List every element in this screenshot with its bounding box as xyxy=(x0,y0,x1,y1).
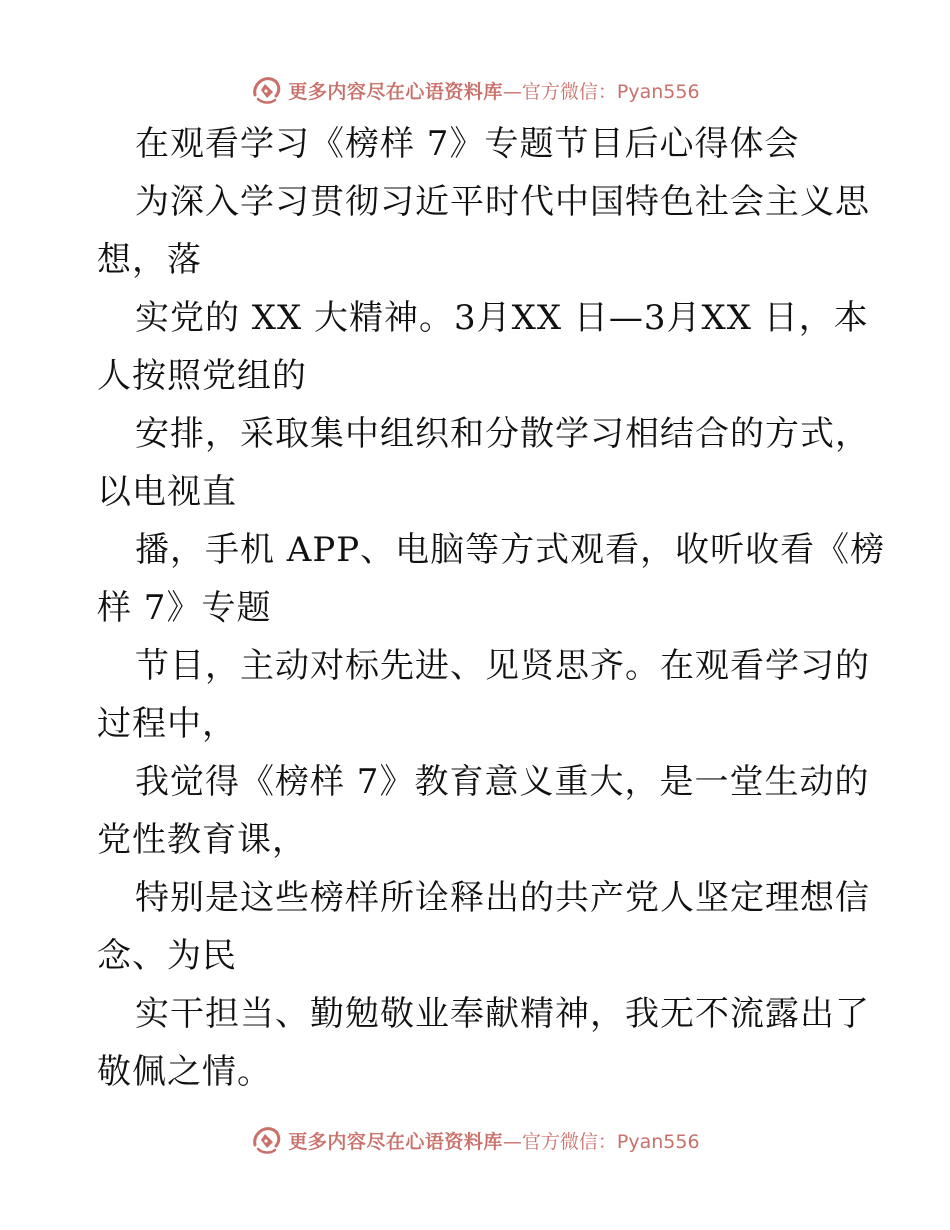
paragraph-line: 想，落 xyxy=(97,240,202,280)
paragraph-line: 样 7》专题 xyxy=(97,588,272,628)
paragraph-line: 念、为民 xyxy=(97,936,237,976)
banner-wechat-text: —官方微信：Pyan556 xyxy=(502,1130,700,1153)
document-body xyxy=(97,115,886,1101)
paragraph-line: 为深入学习贯彻习近平时代中国特色社会主义思 xyxy=(135,182,870,222)
footer-banner xyxy=(0,1120,950,1160)
paragraph-line: 实党的 XX 大精神。3月XX 日—3月XX 日，本 xyxy=(135,298,869,338)
pen-nib-swirl-icon xyxy=(250,73,284,107)
paragraph-line: 以电视直 xyxy=(97,472,237,512)
banner-wechat-text: —官方微信：Pyan556 xyxy=(502,80,700,103)
paragraph-line: 敬佩之情。 xyxy=(97,1052,272,1092)
paragraph-line: 安排，采取集中组织和分散学习相结合的方式， xyxy=(135,414,870,454)
banner-main-text: 更多内容尽在心语资料库 xyxy=(288,80,503,103)
document-title: 在观看学习《榜样 7》专题节目后心得体会 xyxy=(135,124,800,164)
header-banner xyxy=(0,70,950,110)
banner-main-text: 更多内容尽在心语资料库 xyxy=(288,1130,503,1153)
paragraph-line: 播，手机 APP、电脑等方式观看，收听收看《榜 xyxy=(135,530,886,570)
paragraph-line: 我觉得《榜样 7》教育意义重大，是一堂生动的 xyxy=(135,762,870,802)
paragraph-line: 特别是这些榜样所诠释出的共产党人坚定理想信 xyxy=(135,878,870,918)
paragraph-line: 节目，主动对标先进、见贤思齐。在观看学习的 xyxy=(135,646,870,686)
paragraph-line: 党性教育课， xyxy=(97,820,307,860)
pen-nib-swirl-icon xyxy=(250,1123,284,1157)
paragraph-line: 人按照党组的 xyxy=(97,356,307,396)
paragraph-line: 过程中， xyxy=(97,704,237,744)
paragraph-line: 实干担当、勤勉敬业奉献精神，我无不流露出了 xyxy=(135,994,870,1034)
